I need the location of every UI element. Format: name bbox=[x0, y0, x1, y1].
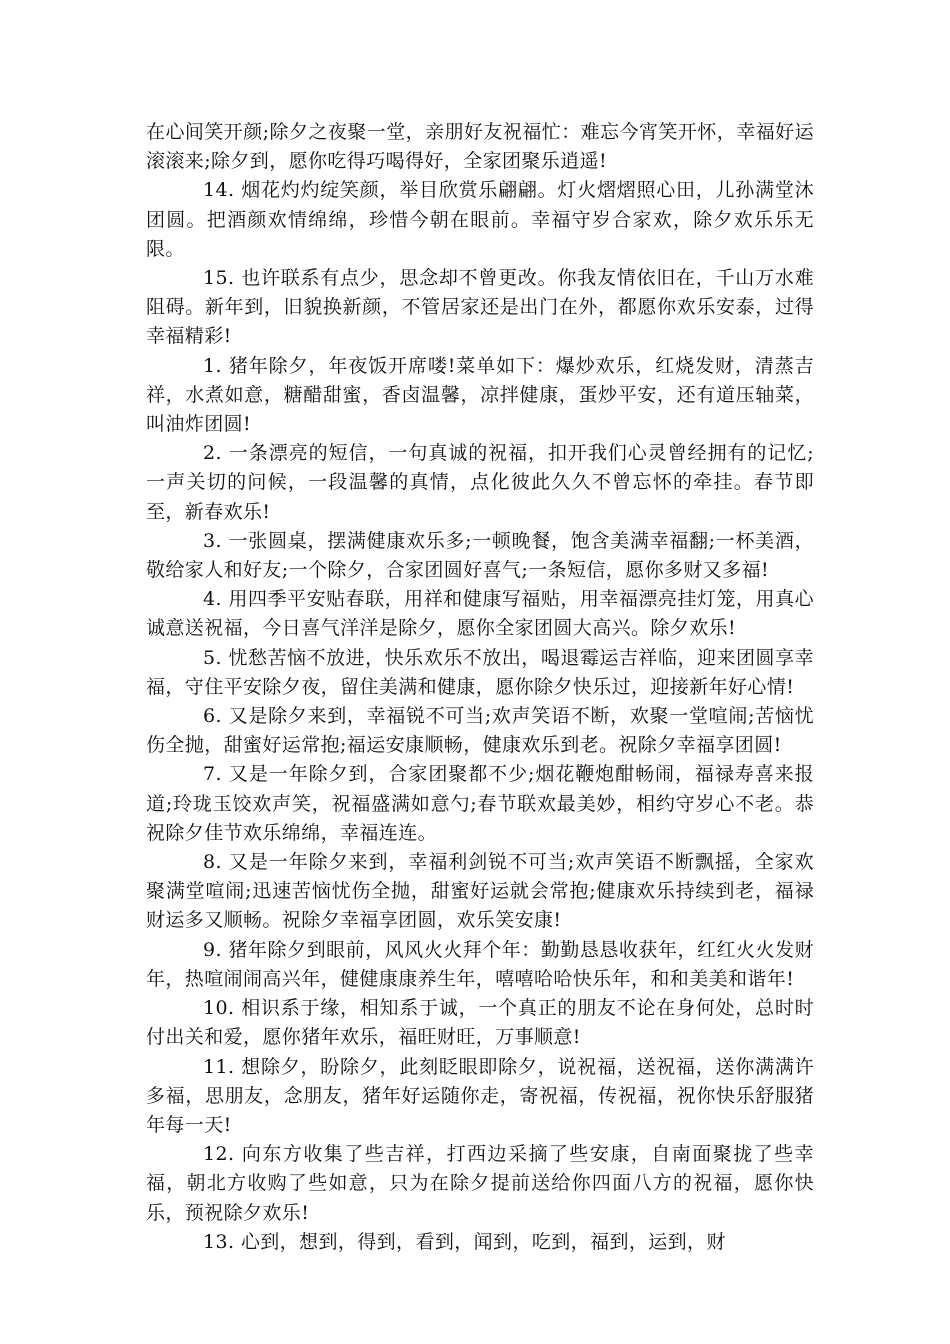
paragraph-1: 1. 猪年除夕，年夜饭开席喽!菜单如下：爆炒欢乐，红烧发财，清蒸吉祥，水煮如意，糖醋甜蜜，香卤温馨，凉拌健康，蛋炒平安，还有道压轴菜，叫油炸团圆! bbox=[146, 354, 814, 436]
document-body bbox=[146, 118, 814, 1257]
paragraph-5: 5. 忧愁苦恼不放进，快乐欢乐不放出，喝退霉运吉祥临，迎来团圆享幸福，守住平安除夕夜，留住美满和健康，愿你除夕快乐过，迎接新年好心情! bbox=[146, 646, 814, 698]
paragraph-9: 9. 猪年除夕到眼前，风风火火拜个年：勤勤恳恳收获年，红红火火发财年，热喧闹闹高兴年，健健康康养生年，嘻嘻哈哈快乐年，和和美美和谐年! bbox=[146, 938, 814, 990]
paragraph-continued: 在心间笑开颜;除夕之夜聚一堂，亲朋好友祝福忙：难忘今宵笑开怀，幸福好运滚滚来;除夕到，愿你吃得巧喝得好，全家团聚乐逍遥! bbox=[146, 121, 814, 173]
paragraph-14: 14. 烟花灼灼绽笑颜，举目欣赏乐翩翩。灯火熠熠照心田，儿孙满堂沐团圆。把酒颜欢情绵绵，珍惜今朝在眼前。幸福守岁合家欢，除夕欢乐乐无限。 bbox=[146, 179, 814, 260]
paragraph-13: 13. 心到，想到，得到，看到，闻到，吃到，福到，运到，财 bbox=[203, 1230, 726, 1253]
paragraph-7: 7. 又是一年除夕到，合家团聚都不少;烟花鞭炮酣畅闹，福禄寿喜来报道;玲珑玉饺欢声笑，祝福盛满如意勺;春节联欢最美妙，相约守岁心不老。恭祝除夕佳节欢乐绵绵，幸福连连。 bbox=[146, 763, 814, 844]
paragraph-10: 10. 相识系于缘，相知系于诚，一个真正的朋友不论在身何处，总时时付出关和爱，愿你猪年欢乐，福旺财旺，万事顺意! bbox=[146, 997, 814, 1049]
paragraph-4: 4. 用四季平安贴春联，用祥和健康写福贴，用幸福漂亮挂灯笼，用真心诚意送祝福，今日喜气洋洋是除夕，愿你全家团圆大高兴。除夕欢乐! bbox=[146, 588, 814, 640]
paragraph-11: 11. 想除夕，盼除夕，此刻眨眼即除夕，说祝福，送祝福，送你满满许多福，思朋友，念朋友，猪年好运随你走，寄祝福，传祝福，祝你快乐舒服猪年每一天! bbox=[146, 1055, 814, 1136]
paragraph-6: 6. 又是除夕来到，幸福锐不可当;欢声笑语不断，欢聚一堂喧闹;苦恼忧伤全抛，甜蜜好运常抱;福运安康顺畅，健康欢乐到老。祝除夕幸福享团圆! bbox=[146, 705, 814, 757]
paragraph-2: 2. 一条漂亮的短信，一句真诚的祝福，扣开我们心灵曾经拥有的记忆;一声关切的问候，一段温馨的真情，点化彼此久久不曾忘怀的牵挂。春节即至，新春欢乐! bbox=[146, 442, 814, 523]
paragraph-3: 3. 一张圆桌，摆满健康欢乐多;一顿晚餐，饱含美满幸福翻;一杯美酒，敬给家人和好友;一个除夕，合家团圆好喜气;一条短信，愿你多财又多福! bbox=[146, 529, 814, 582]
paragraph-15: 15. 也许联系有点少，思念却不曾更改。你我友情依旧在，千山万水难阻碍。新年到，旧貌换新颜，不管居家还是出门在外，都愿你欢乐安泰，过得幸福精彩! bbox=[146, 267, 814, 348]
paragraph-12: 12. 向东方收集了些吉祥，打西边采摘了些安康，自南面聚拢了些幸福，朝北方收购了些如意，只为在除夕提前送给你四面八方的祝福，愿你快乐，预祝除夕欢乐! bbox=[146, 1143, 814, 1224]
paragraph-8: 8. 又是一年除夕来到，幸福利剑锐不可当;欢声笑语不断飘摇，全家欢聚满堂喧闹;迅速苦恼忧伤全抛，甜蜜好运就会常抱;健康欢乐持续到老，福禄财运多又顺畅。祝除夕幸福享团圆，欢乐笑安康! bbox=[146, 851, 814, 932]
